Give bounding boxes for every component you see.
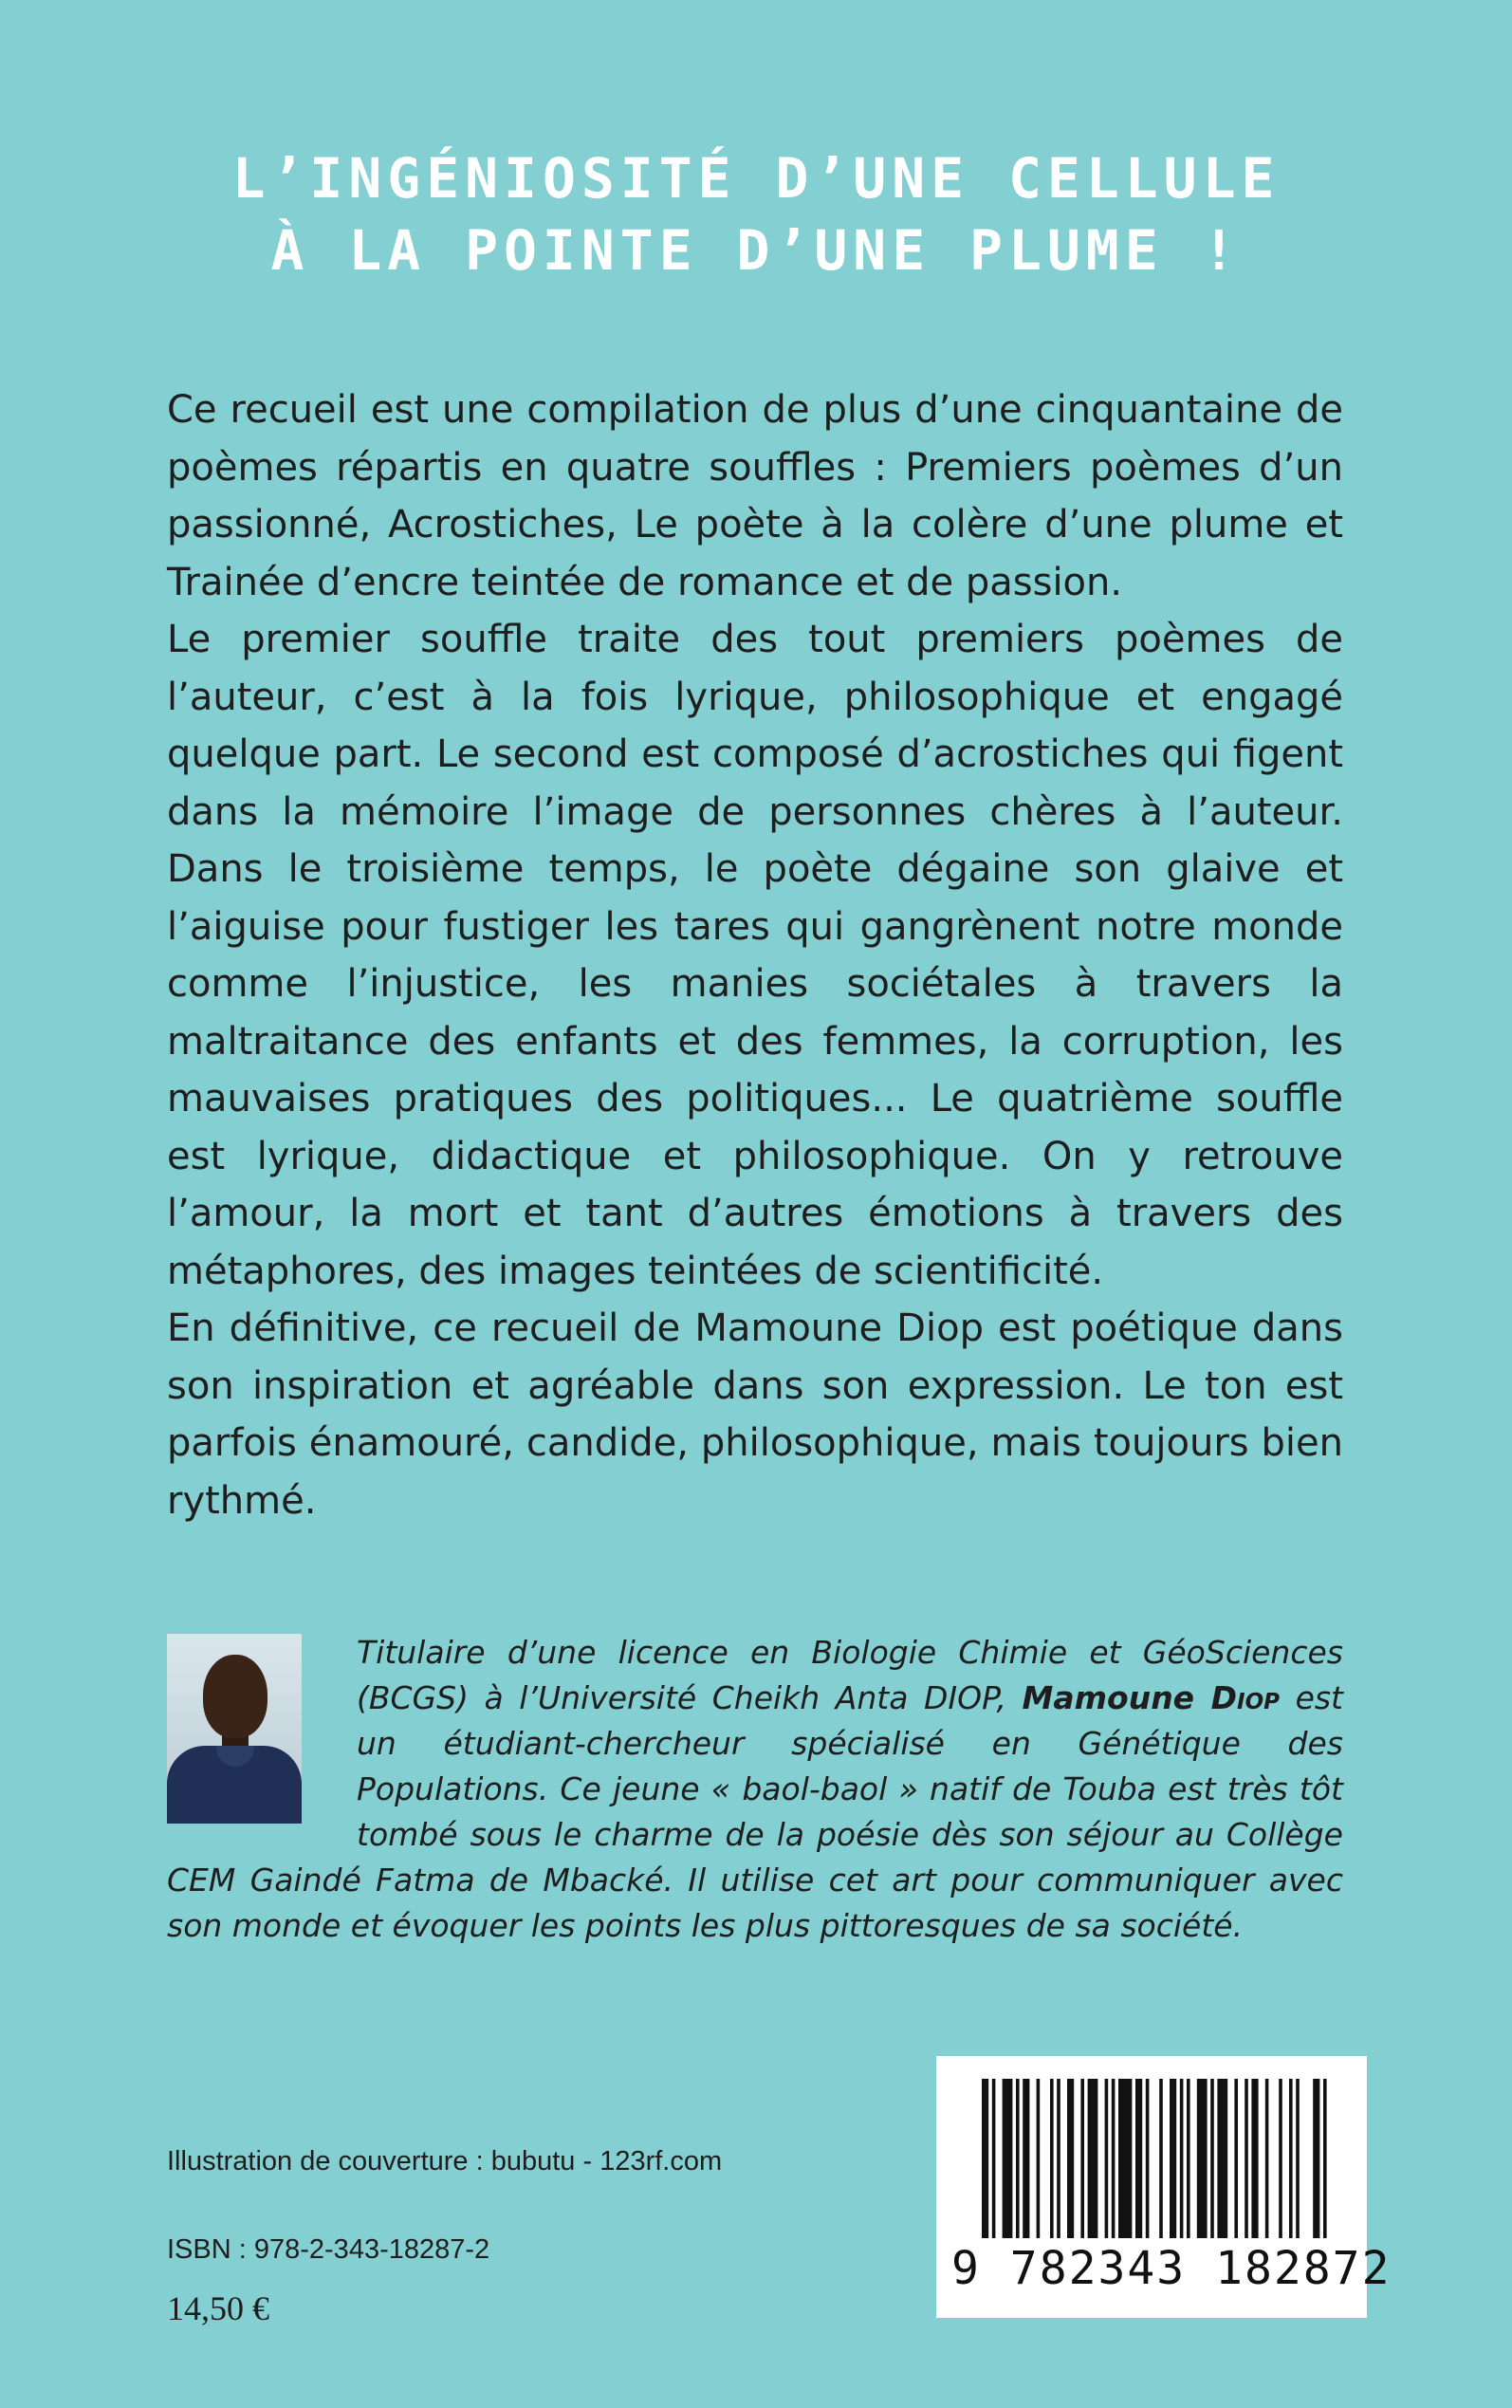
bio-rest: est un étudiant-chercheur spécialisé en Génétique des Populations. Ce jeune « baol-baol » natif de Touba est très tôt tombé sous le charme de la poésie dès son séjour au Collège CEM Gaindé Fatma de Mbacké. Il utilise cet art pour communiquer avec son monde et évoquer les points les plus pittoresques de sa société.: [167, 1679, 1343, 1944]
barcode: [936, 2056, 1392, 2318]
barcode-bar: [1279, 2079, 1282, 2238]
barcode-bar: [1265, 2079, 1269, 2238]
barcode-bar: [1146, 2079, 1150, 2238]
barcode-bar: [1088, 2079, 1098, 2238]
barcode-bar: [1323, 2079, 1327, 2238]
summary-paragraph-2: Le premier souffle traite des tout premiers poèmes de l’auteur, c’est à la fois lyrique, philosophique et engagé quelque part. Le second est composé d’acrostiches qui figent dans la mémoire l’image de personnes chères à l’auteur. Dans le troisième temps, le poète dégaine son glaive et l’aiguise pour fustiger les tares qui gangrènent notre monde comme l’injustice, les manies sociétales à travers la maltraitance des enfants et des femmes, la corruption, les mauvaises pratiques des politiques... Le quatrième souffle est lyrique, didactique et philosophique. On y retrouve l’amour, la mort et tant d’autres émotions à travers des métaphores, des images teintées de scientificité.: [167, 618, 1343, 1293]
bio-intro: Titulaire d’une licence en Biologie Chimie et GéoSciences (BCGS) à l’Université Cheikh Anta DIOP,: [357, 1634, 1343, 1716]
barcode-bar: [1234, 2079, 1238, 2238]
summary-text: [167, 381, 1343, 1529]
barcode-bar: [1313, 2079, 1319, 2238]
barcode-bar: [1170, 2079, 1176, 2238]
barcode-bar: [1159, 2079, 1163, 2238]
barcode-bar: [1057, 2079, 1060, 2238]
title-line-1: L’INGÉNIOSITÉ D’UNE CELLULE: [231, 146, 1281, 211]
price: 14,50 €: [167, 2289, 269, 2327]
summary-paragraph-1: Ce recueil est une compilation de plus d’une cinquantaine de poèmes répartis en quatre souffles : Premiers poèmes d’un passionné, Acrostiches, Le poète à la colère d’une plume et Trainée d’encre teintée de romance et de passion.: [167, 388, 1343, 604]
title-line-2: À LA POINTE D’UNE PLUME !: [270, 218, 1242, 283]
barcode-digits: 9 782343 182872: [951, 2242, 1392, 2295]
barcode-bar: [1187, 2079, 1190, 2238]
barcode-bar: [1245, 2079, 1248, 2238]
barcode-bar: [982, 2079, 988, 2238]
barcode-bar: [1296, 2079, 1300, 2238]
barcode-bar: [1118, 2079, 1132, 2238]
cover-illustration-credit: Illustration de couverture : bubutu - 123rf.com: [167, 2146, 723, 2176]
barcode-bar: [992, 2079, 996, 2238]
barcode-bar: [1217, 2079, 1227, 2238]
author-first-name: Mamoune: [1022, 1679, 1211, 1716]
author-name: [1023, 1679, 1280, 1716]
barcode-bar: [1067, 2079, 1074, 2238]
barcode-bar: [1135, 2079, 1142, 2238]
barcode-bar: [1251, 2079, 1258, 2238]
barcode-bar: [1210, 2079, 1214, 2238]
barcode-bar: [1105, 2079, 1109, 2238]
barcode-bar: [1023, 2079, 1029, 2238]
barcode-bar: [1197, 2079, 1208, 2238]
barcode-bar: [1112, 2079, 1116, 2238]
barcode-bar: [1289, 2079, 1293, 2238]
summary-paragraph-3: En définitive, ce recueil de Mamoune Diop est poétique dans son inspiration et agréable dans son expression. Le ton est parfois énamouré, candide, philosophique, mais toujours bien rythmé.: [167, 1306, 1343, 1523]
author-last-name: Diop: [1210, 1679, 1280, 1716]
barcode-bar: [1037, 2079, 1041, 2238]
barcode-bars: [936, 2056, 1367, 2246]
cover-title: [0, 142, 1512, 287]
barcode-bar: [1050, 2079, 1054, 2238]
author-bio: [167, 1630, 1343, 1949]
barcode-bar: [1180, 2079, 1184, 2238]
barcode-bar: [1003, 2079, 1013, 2238]
barcode-bar: [1080, 2079, 1084, 2238]
isbn: ISBN : 978-2-343-18287-2: [167, 2234, 490, 2265]
barcode-bar: [1016, 2079, 1020, 2238]
